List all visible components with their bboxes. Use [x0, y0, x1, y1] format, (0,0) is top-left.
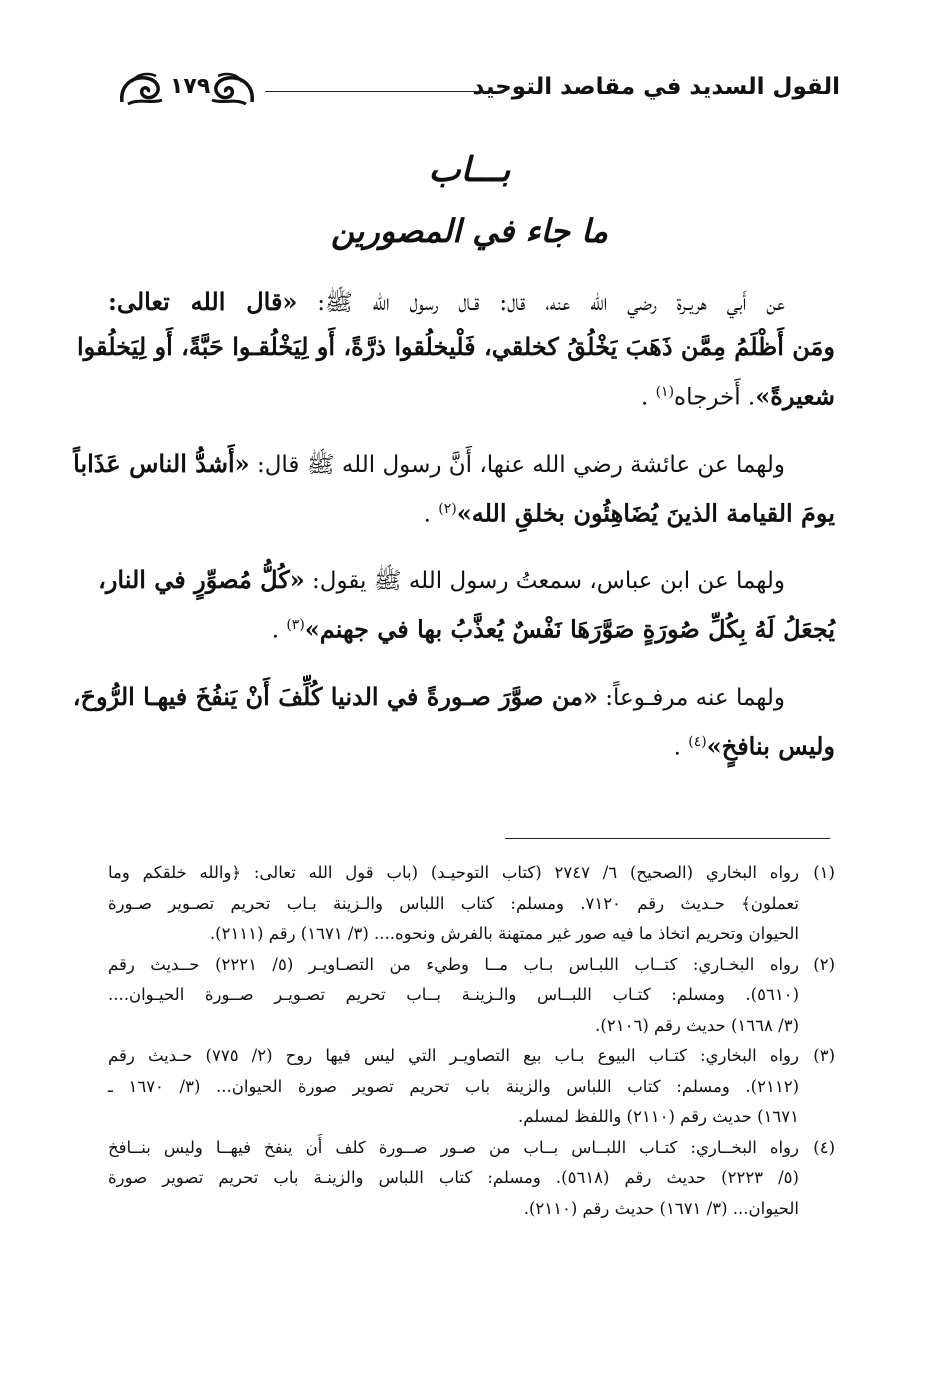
hadith-quote: يومَ القيامة الذينَ يُضَاهِئُون بخلقِ الله»	[456, 498, 835, 528]
hadith-quote: يُجعَلُ لَهُ بِكُلِّ صُورَةٍ صَوَّرَهَا نَفْسٌ يُعذَّبُ بها في جهنم»	[304, 614, 835, 644]
footnote-line	[108, 919, 835, 950]
footnote-text: (٢١١٢). ومسلم: كتاب اللباس والزينة باب تحريم تصوير صورة الحيوان... (٣/ ١٦٧٠ ـ	[108, 1076, 799, 1096]
page-number: ١٧٩	[170, 74, 211, 99]
footnote-reference[interactable]: (٢)	[438, 500, 457, 517]
footnote-text: رواه البخاري: كتـاب البيوع بـاب بيع التصاويـر التي ليس فيها روح (٢/ ٧٧٥) حـديث رقم	[108, 1046, 799, 1065]
footnote-text: تعملون﴾ حـديث رقم ٧١٢٠. ومسلم: كتاب اللباس والـزينة بـاب تحريم تصـوير صـورة	[108, 893, 799, 913]
footnote-number: (٢)	[813, 954, 835, 974]
text-line	[108, 280, 835, 325]
text-segment: .	[423, 501, 439, 528]
paragraph	[98, 558, 835, 653]
footnote-number: (٤)	[813, 1137, 835, 1157]
footnote-text: الحيوان وتحريم اتخاذ ما فيه صور غير ممتهنة بالفرش ونحوه.... (٣/ ١٦٧١) رقم (٢١١١).	[209, 924, 799, 943]
text-segment: .	[673, 734, 689, 761]
footnote-number: (١)	[813, 863, 835, 882]
footnote-text: (٥/ ٢٢٢٣) حديث رقم (٥٦١٨). ومسلم: كتاب اللباس والزينـة باب تحريم تصوير صورة	[108, 1168, 799, 1187]
ornament-left-icon	[118, 72, 164, 108]
paragraph	[76, 280, 835, 420]
footnote-number: (٣)	[813, 1046, 835, 1065]
text-segment: عن أَبي هريـرة رضي الله عنه، قال: قـال رسول الله ﷺ:	[297, 290, 785, 316]
footnote-line	[108, 1072, 835, 1103]
text-segment: . أَخرجاه	[674, 384, 756, 411]
ornament-right-icon	[210, 72, 256, 108]
text-line	[76, 325, 835, 370]
hadith-quote: «أَشدُّ الناس عَذَاباً	[73, 448, 250, 478]
paragraph	[72, 675, 835, 770]
footnote-line	[108, 1194, 835, 1225]
footnote-text: الحيوان... (٣/ ١٦٧١) حديث رقم (٢١١٠).	[523, 1198, 799, 1218]
footnote-text: (٣/ ١٦٦٨) حديث رقم (٢١٠٦).	[595, 1015, 799, 1035]
hadith-quote: «من صوَّرَ صـورةً في الدنيا كُلِّفَ أَنْ يَنفُخَ فيهـا الرُّوحَ،	[72, 681, 598, 711]
footnote-text: رواه البخـاري: كتــاب اللبـاس بـاب مــا وطيء من التصـاويـر (٥/ ٢٢٢١) حــديث رقم	[108, 954, 799, 974]
hadith-quote: «كُلُّ مُصوِّرٍ في النار،	[98, 565, 305, 595]
hadith-quote: شعيرةً»	[755, 381, 835, 411]
text-line	[108, 487, 835, 537]
footnote-text: (٥٦١٠). ومسلم: كتـاب اللبــاس والـزينـة بــاب تحريم تصـويـر صــورة الحيـوان....	[108, 985, 799, 1004]
chapter-heading: بـــاب	[428, 150, 511, 190]
footnote-rule	[505, 838, 830, 839]
text-segment: .	[640, 384, 656, 411]
footnote-line	[108, 950, 835, 981]
text-segment: ولهما عن عائشة رضي الله عنها، أَنَّ رسول الله ﷺ قال:	[249, 451, 785, 478]
main-text	[72, 280, 835, 792]
running-header	[110, 70, 840, 114]
text-line	[72, 675, 835, 720]
hadith-quote: «قال الله تعالى:	[108, 287, 298, 316]
footnote-reference[interactable]: (١)	[655, 384, 675, 400]
text-line	[98, 558, 835, 603]
footnote-reference[interactable]: (٤)	[688, 733, 707, 750]
footnote-text: رواه البخــاري: كتـاب اللبــاس بــاب من صـور صــورة كلف أَن ينفخ فيهــا وليس بنــافخ	[108, 1137, 799, 1157]
text-line	[73, 442, 835, 487]
footnote-text: رواه البخاري (الصحيح) ٦/ ٢٧٤٧ (كتاب التوحيـد) (باب قول الله تعالى: ﴿والله خلقكم وما	[108, 863, 799, 882]
footnote-line	[108, 1011, 835, 1042]
hadith-quote: ومَن أَظْلَمُ مِمَّن ذَهَبَ يَخْلُقُ كخلقي، فَلْيخلُقوا ذرَّةً، أَو لِيَخْلُقـوا حَبَّةً، أَو لِيَخلُقوا	[76, 332, 835, 361]
book-title: القول السديد في مقاصد التوحيد	[472, 74, 840, 100]
text-segment: ولهما عنه مرفـوعاً:	[597, 684, 785, 711]
footnote-line	[108, 1133, 835, 1164]
text-segment: .	[271, 617, 287, 644]
chapter-title: ما جاء في المصورين	[331, 212, 608, 250]
footnote-reference[interactable]: (٣)	[286, 617, 305, 634]
footnote-line	[108, 1163, 835, 1194]
footnote-line	[108, 1102, 835, 1133]
hadith-quote: وليس بنافخٍ»	[706, 731, 835, 761]
footnote-line	[108, 858, 835, 889]
text-line	[108, 720, 835, 770]
footnote-line	[108, 889, 835, 920]
footnotes	[108, 858, 835, 1224]
footnote-line	[108, 1041, 835, 1072]
header-rule	[265, 91, 505, 92]
footnote-text: ١٦٧١) حديث رقم (٢١١٠) واللفظ لمسلم.	[518, 1107, 799, 1126]
text-segment: ولهما عن ابن عباس، سمعتُ رسول الله ﷺ يقول:	[304, 568, 785, 595]
text-line	[108, 603, 835, 653]
page-number-block	[110, 70, 260, 110]
footnote-line	[108, 980, 835, 1011]
paragraph	[73, 442, 835, 537]
text-line	[108, 370, 835, 420]
